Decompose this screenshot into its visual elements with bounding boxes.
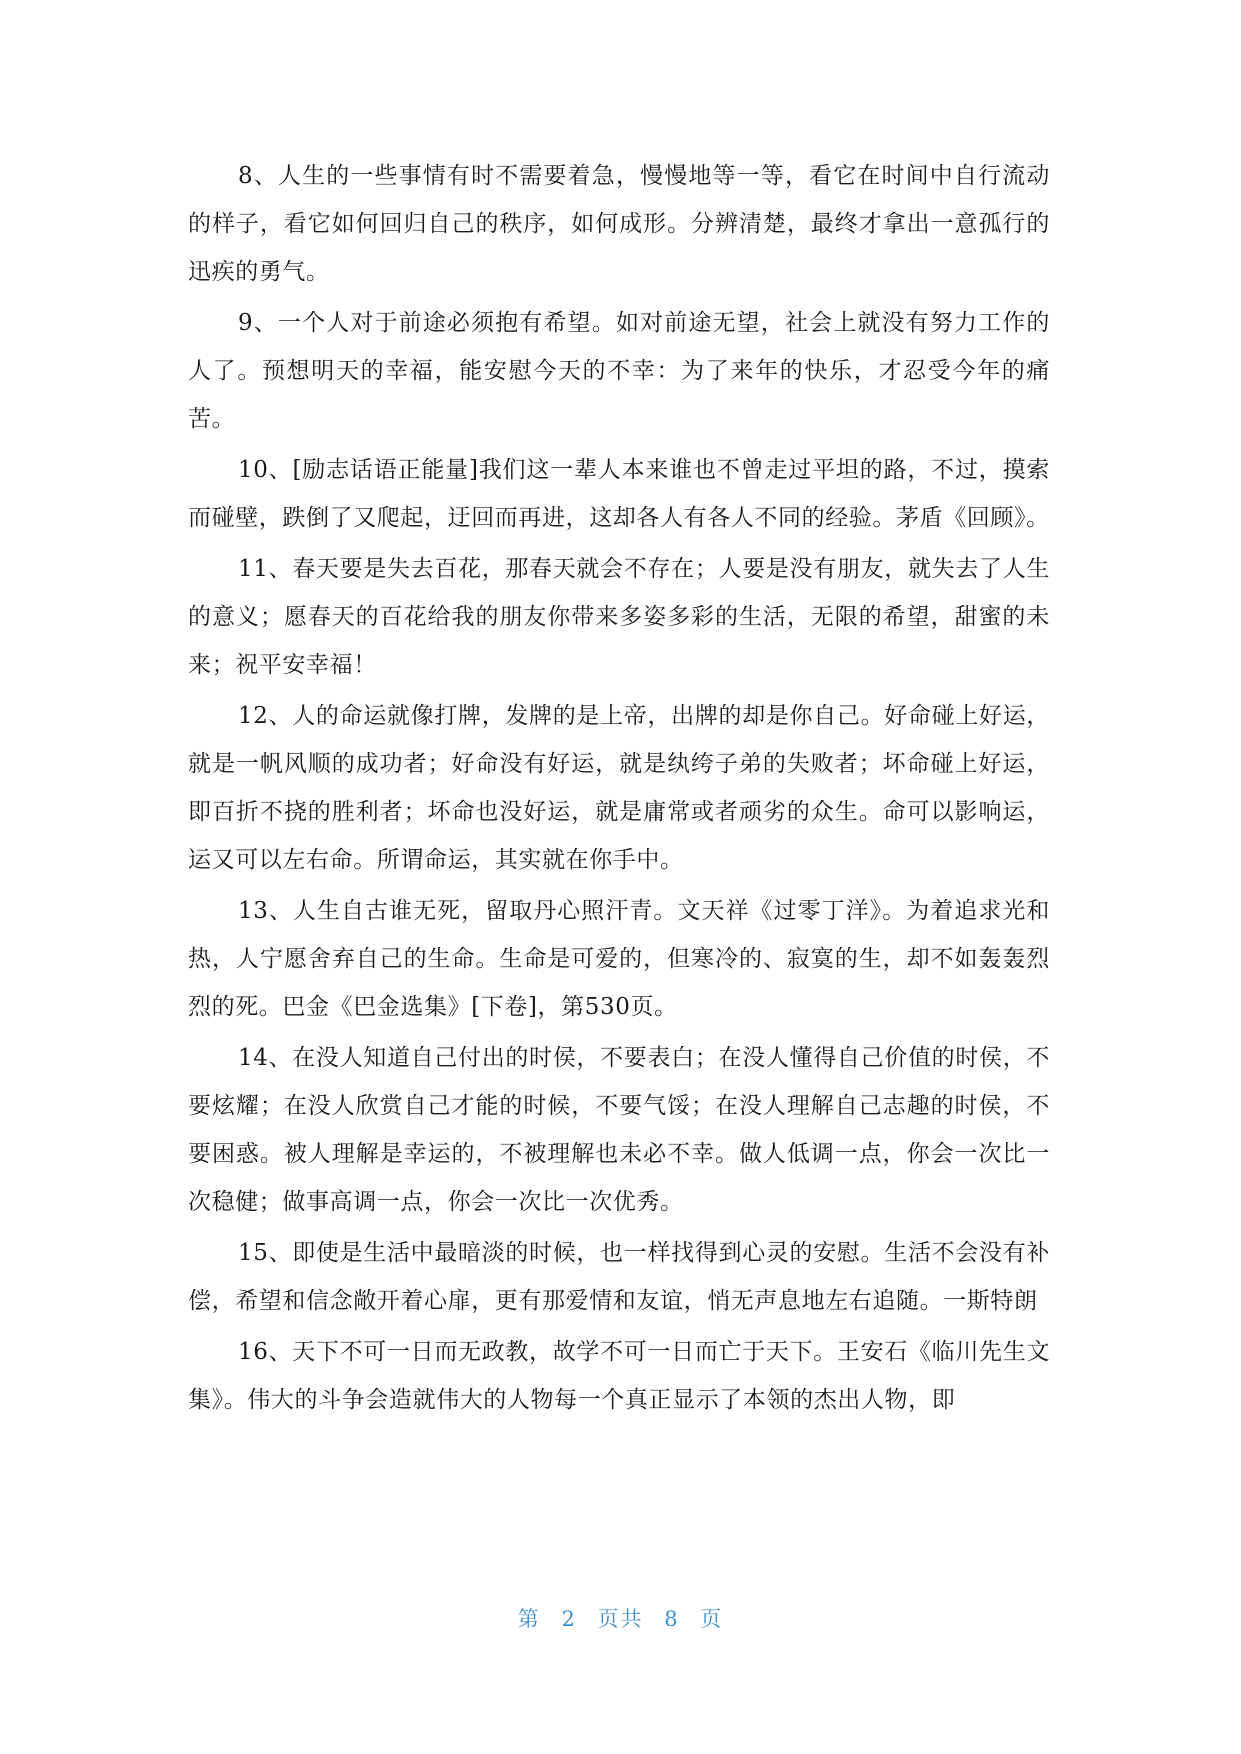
paragraph-8: 8、人生的一些事情有时不需要着急，慢慢地等一等，看它在时间中自行流动的样子，看它如何回归自己的秩序，如何成形。分辨清楚，最终才拿出一意孤行的迅疾的勇气。: [188, 163, 1050, 285]
paragraph-11: 11、春天要是失去百花，那春天就会不存在；人要是没有朋友，就失去了人生的意义；愿春天的百花给我的朋友你带来多姿多彩的生活，无限的希望，甜蜜的未来；祝平安幸福！: [188, 556, 1050, 678]
document-body: [188, 152, 1050, 1427]
paragraph-13: 13、人生自古谁无死，留取丹心照汗青。文天祥《过零丁洋》。为着追求光和热，人宁愿舍弃自己的生命。生命是可爱的，但寒冷的、寂寞的生，却不如轰轰烈烈的死。巴金《巴金选集》[下卷]，第530页。: [188, 898, 1050, 1020]
footer-total-pages: 8: [664, 1607, 680, 1631]
paragraph-15: 15、即使是生活中最暗淡的时候，也一样找得到心灵的安慰。生活不会没有补偿，希望和信念敞开着心扉，更有那爱情和友谊，悄无声息地左右追随。一斯特朗: [188, 1240, 1050, 1314]
footer-label-end: 页: [700, 1607, 724, 1631]
paragraph-10: 10、[励志话语正能量]我们这一辈人本来谁也不曾走过平坦的路，不过，摸索而碰壁，跌倒了又爬起，迂回而再进，这却各人有各人不同的经验。茅盾《回顾》。: [188, 457, 1050, 531]
footer-current-page: 2: [561, 1607, 577, 1631]
paragraph-12: 12、人的命运就像打牌，发牌的是上帝，出牌的却是你自己。好命碰上好运，就是一帆风顺的成功者；好命没有好运，就是纨绔子弟的失败者；坏命碰上好运，即百折不挠的胜利者；坏命也没好运，就是庸常或者顽劣的众生。命可以影响运，运又可以左右命。所谓命运，其实就在你手中。: [188, 703, 1050, 873]
footer-label-of: 页共: [597, 1607, 644, 1631]
paragraph-14: 14、在没人知道自己付出的时侯，不要表白；在没人懂得自己价值的时侯，不要炫耀；在没人欣赏自己才能的时候，不要气馁；在没人理解自己志趣的时侯，不要困惑。被人理解是幸运的，不被理解也未必不幸。做人低调一点，你会一次比一次稳健；做事高调一点，你会一次比一次优秀。: [188, 1045, 1050, 1215]
page-footer: [0, 1603, 1241, 1633]
paragraph-16: 16、天下不可一日而无政教，故学不可一日而亡于天下。王安石《临川先生文集》。伟大的斗争会造就伟大的人物每一个真正显示了本领的杰出人物，即: [188, 1339, 1050, 1413]
paragraph-9: 9、一个人对于前途必须抱有希望。如对前途无望，社会上就没有努力工作的人了。预想明天的幸福，能安慰今天的不幸：为了来年的快乐，才忍受今年的痛苦。: [188, 310, 1050, 432]
footer-label-page: 第: [517, 1607, 541, 1631]
